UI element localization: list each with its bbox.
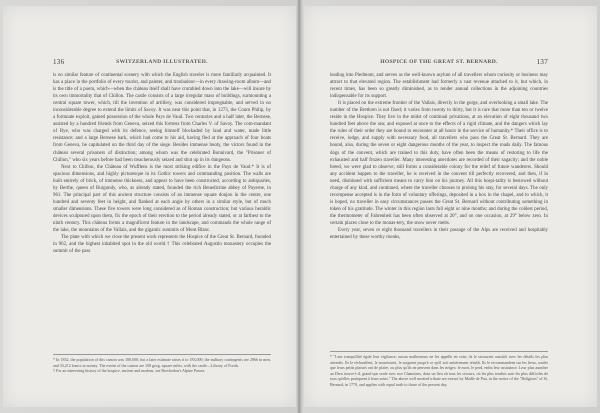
left-page xyxy=(3,6,296,407)
left-page-header xyxy=(53,58,271,70)
left-footnotes xyxy=(53,354,271,374)
right-paragraph-2: It is placed on the extreme frontier of the Vallais, directly in the gorge, and overlooking a small lake. The number of the Brethren is not fixed; it varies from twenty to thirty, but it is rare that more than ten or twelve reside in the Hospice. They live in the midst of continual privations, at an elevation of eight thousand two hundred feet above the sea; and exposed at once to the effects of a rigid climate, and the dangers which lay the rules of their order they are bound to encounter at all hours in the service of humanity.* Their office is to receive, lodge, and supply with necessary food, all travellers who pass the Great St. Bernard. They are bound, also, during the seven or eight dangerous months of the year, to inspect the roads daily. The famous dogs of the convent, which are trained to this duty, have often been the means of restoring to life the exhausted and half frozen traveller. Many interesting anecdotes are recorded of their sagacity; and the noble breed, we were glad to observe, still forms a considerable colony for the relief of future wanderers. Should any accident happen to the traveller, he is received in the convent till perfectly recovered, and then, if in need, dismissed with sufficient means to carry him on his journey. All this hospi-tality is bestowed without charge of any kind, and continued, where the traveller chooses to prolong his stay, for several days. The only recompense accepted is in the form of voluntary offerings, deposited in a box in the chapel, and to which, it is hoped, no traveller in easy circumstances passes the Great St. Bernard without contributing something in token of his gratitude. The winter in this region lasts full eight or nine months; and during the coldest period, the thermometer of Fahrenheit has been often observed at 20°, and on one occasion, at 29° below zero. In certain places close to the monas-tery, the snow never melts. xyxy=(330,101,548,226)
left-page-content xyxy=(53,58,271,388)
right-paragraph-1: leading into Piedmont, and serves as the well-known asylum of all travellers whom curiosity or business may attract to that elevated region. The establishment had formerly a vast revenue attached to it, but which, in recent times, has been so greatly diminished, as to render annual collections in the adjoining countries indispensable for its support. xyxy=(330,73,548,100)
right-footnotes xyxy=(330,351,548,387)
right-page-number: 137 xyxy=(536,58,548,66)
right-page-body xyxy=(330,72,548,241)
right-page-content xyxy=(330,58,548,388)
left-page-body xyxy=(53,72,271,255)
right-footnote-1: * "Leur tranquillité égale leur vigilance; aucun malheureux ne les appelle en vain; ils le secourent aussitôt avec les détails les plus attentifs. Ils le réchauffent, le nourrissent, le soignent jusqu'à ce qu'il soit entièrement rétabli. Ils le recommandent sur les lieux, soulés que leurs petits plaisirs ont de plaire, ou plus qu'ils ne peuvent dans les neiges: le mort, le perd, enfin leur assistance. Leur plus aumône au Dieu trouve-t-il, grand que seule avec nos Chanoines, dans un lieu où tous les secours, où les plus tendres sont les plus difficiles de tous qu'elles pratiquent à leurs soins." The above well merited tribute are extract by Madle de Pau, in the notice of the "Religious" of St. Bernard, in 1770, and applies with equal truth to those of the present day. xyxy=(330,354,548,387)
left-footnote-2: † For an interesting history of the hospice, ancient and modern, see Brockedon's Alpine Passes. xyxy=(53,368,206,373)
right-page xyxy=(304,6,597,407)
right-page-header xyxy=(330,58,548,70)
left-paragraph-1: is no similar feature of continental scenery with which the English traveler is more familiarly acquainted. It has a place in the portfolio of every tourist, and painter, and troubadour—in every drawing-room album—and is the title of a poem, which—when the château itself shall have crumbled down into the lake—will insure by its own immortality that of Chillon. The castle consists of a large irregular mass of buildings, surmounting a central square tower, which, till the invention of artillery, was considered impregnable, and served in no inconsiderable degree to extend the limits of Savoy. It was near this point that, in 1273, the Count Philip, by a fortunate exploit, gained possession of the whole Pays de Vaud. Two centuries and a half later, the Bernese, assisted by a hundred friends from Geneva, seized this fortress from Charles V. of Savoy. The com-mandant of Bye, who was charged with its defence, seeing himself blockaded by land and water, made little resistance; and a large Bernese bark, which had come to his aid, having fled at the approach of four boats from Geneva, he capitulated on the third day of the siege. Besides immense booty, the victors found in the château several prisoners of distinction; among whom was the celebrated Bonnivard, the "Prisoner of Chillon," who six years before had been treacherously seized and shut up in its dungeons. xyxy=(53,73,271,163)
right-running-title: HOSPICE OF THE GREAT ST. BERNARD. xyxy=(380,59,498,65)
left-running-title: SWITZERLAND ILLUSTRATED. xyxy=(116,59,208,65)
left-page-number: 136 xyxy=(53,58,65,66)
right-paragraph-3: Every year, seven or eight thousand travellers in their passage of the Alps are received and hospitably entertained by these worthy monks, xyxy=(330,228,548,241)
left-footnote-1: * In 1832, the population of this canton was 180,000; but a later estimate raises it to 183,000; the military contingents are 2966 in men, and 33,212 francs in money. The extent of the canton are 108 geog. square miles, with the castle—Library of Foods. xyxy=(53,357,271,368)
left-paragraph-3: The plate with which we close the present work represents the Hospice of the Great St. Bernard, founded in 962, and the highest inhabited spot in the old world.† This celebrated Augustin monastery occupies the summit of the pass xyxy=(53,235,271,255)
left-paragraph-2: Next to Chillon, the Château of Wufflens is the most striking edifice in the Pays de Vaud.* It is of spacious dimensions, and highly picturesque in its Gothic towers and commanding position. The walls are built entirely of brick, of immense thickness, and appear to have been constructed, according to antiquaries, by Berthe, queen of Burgundy, who, as already stated, founded the rich Benedictine abbey of Payerne, in 961. The principal part of this ancient structure consists of an immense square donjon in the centre, one hundred and seventy feet in height, and flanked at each angle by others in a similar style, but of much smaller dimensions. These five towers were long considered as of Roman construction; but various heraldic devices sculptured upon them, fix the epoch of their erection to the period already stated, or at farthest to the ninth century. This château forms a magnificent feature in the landscape, and commands the whole range of the lake, the mountains of the Vallais, and the gigantic summits of Mont Blanc. xyxy=(53,164,271,234)
